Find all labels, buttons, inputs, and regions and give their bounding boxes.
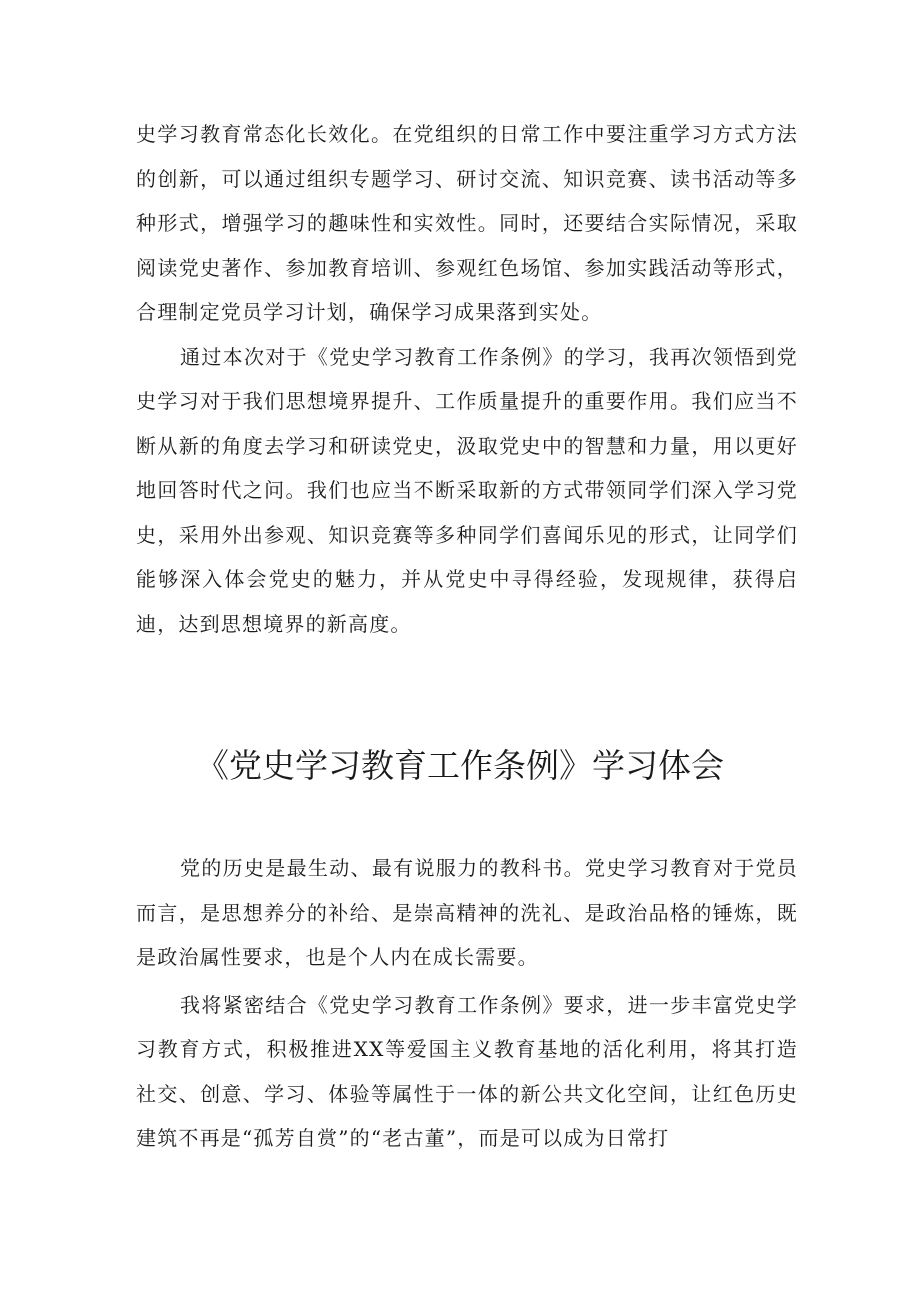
article-title: 《党史学习教育工作条例》学习体会: [196, 746, 724, 785]
article-body: [136, 846, 798, 1161]
body-paragraph: 党的历史是最生动、最有说服力的教科书。党史学习教育对于党员而言，是思想养分的补给、是崇高精神的洗礼、是政治品格的锤炼，既是政治属性要求，也是个人内在成长需要。: [136, 856, 798, 969]
body-paragraph: 史学习教育常态化长效化。在党组织的日常工作中要注重学习方式方法的创新，可以通过组织专题学习、研讨交流、知识竞赛、读书活动等多种形式，增强学习的趣味性和实效性。同时，还要结合实际情况，采取阅读党史著作、参加教育培训、参观红色场馆、参加实践活动等形式，合理制定党员学习计划，确保学习成果落到实处。: [136, 122, 798, 324]
body-paragraph: 通过本次对于《党史学习教育工作条例》的学习，我再次领悟到党史学习对于我们思想境界提升、工作质量提升的重要作用。我们应当不断从新的角度去学习和研读党史，汲取党史中的智慧和力量，用以更好地回答时代之问。我们也应当不断采取新的方式带领同学们深入学习党史，采用外出参观、知识竞赛等多种同学们喜闻乐见的形式，让同学们能够深入体会党史的魅力，并从党史中寻得经验，发现规律，获得启迪，达到思想境界的新高度。: [136, 344, 798, 636]
continued-text-section: [136, 112, 798, 646]
body-paragraph: 我将紧密结合《党史学习教育工作条例》要求，进一步丰富党史学习教育方式，积极推进XX等爱国主义教育基地的活化利用，将其打造社交、创意、学习、体验等属性于一体的新公共文化空间，让红色历史建筑不再是“孤芳自赏”的“老古董”，而是可以成为日常打: [136, 992, 798, 1150]
